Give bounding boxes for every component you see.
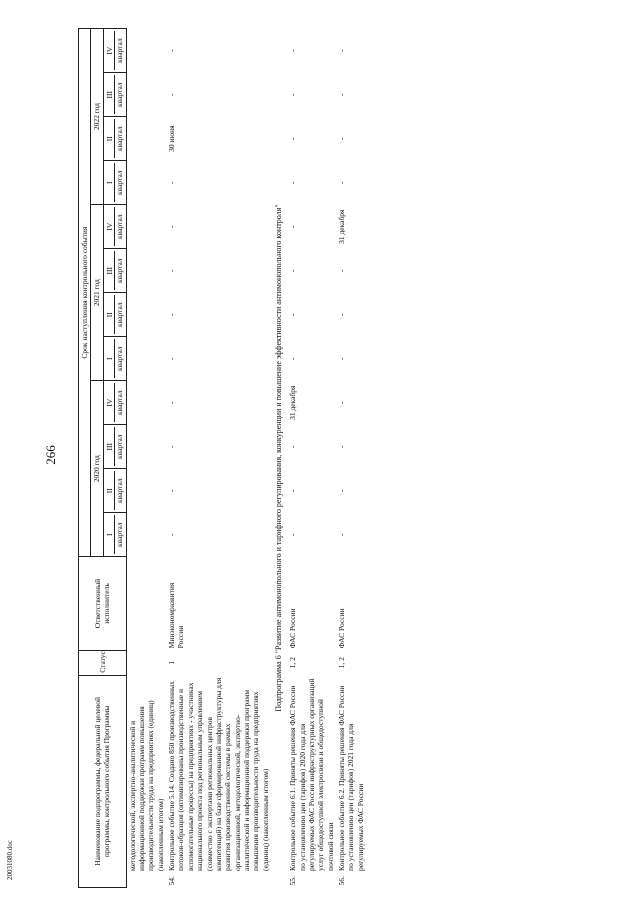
header-quarter [103, 29, 126, 73]
quarter-value: - [288, 445, 298, 448]
quarter-value: - [337, 49, 346, 52]
quarter-value: - [167, 357, 176, 360]
quarter-value: - [167, 489, 176, 492]
quarter-word: квартал [114, 295, 124, 334]
quarter-value [126, 513, 166, 557]
quarter-value: - [288, 533, 298, 536]
quarter-value [126, 29, 166, 73]
quarter-number: IV [104, 222, 114, 231]
quarter-value: - [167, 93, 176, 96]
quarter-value: - [288, 313, 298, 316]
quarter-value: - [167, 313, 176, 316]
quarter-word: квартал [114, 383, 124, 422]
quarter-value: 30 июня [167, 125, 176, 152]
quarter-value [126, 205, 166, 249]
header-quarter [103, 513, 126, 557]
quarter-value: - [337, 357, 346, 360]
quarter-number: III [104, 266, 114, 275]
quarter-number: II [104, 312, 114, 318]
quarter-value: - [337, 445, 346, 448]
header-year-2020: 2020 год [91, 381, 103, 557]
quarter-value: - [167, 49, 176, 52]
event-status: 1, 2 [288, 657, 298, 669]
control-events-table [78, 28, 366, 888]
header-year-2021: 2021 год [91, 205, 103, 381]
header-quarter [103, 205, 126, 249]
quarter-word: квартал [114, 119, 124, 158]
event-executor [126, 557, 166, 651]
quarter-value: - [337, 401, 346, 404]
quarter-value [126, 117, 166, 161]
header-quarter [103, 293, 126, 337]
quarter-value: - [167, 269, 176, 272]
subprogram-row [271, 29, 287, 888]
quarter-number: II [104, 488, 114, 494]
quarter-value: - [288, 93, 298, 96]
quarter-word: квартал [114, 515, 124, 554]
header-period: Срок наступления контрольного события [79, 29, 91, 557]
quarter-word: квартал [114, 207, 124, 246]
quarter-value: - [288, 269, 298, 272]
header-name: Наименование подпрограммы, федеральной целевой программы, контрольного события Программы [79, 675, 127, 887]
quarter-word: квартал [114, 163, 124, 202]
table-row [126, 29, 166, 888]
quarter-value [126, 73, 166, 117]
quarter-value [126, 337, 166, 381]
quarter-value: - [288, 489, 298, 492]
header-quarter [103, 249, 126, 293]
quarter-value [126, 381, 166, 425]
subprogram-title: Подпрограмма 6 "Развитие антимонопольного и тарифного регулирования, конкуренции и повышение эффективности антимонопольного контроля" [274, 204, 284, 712]
rotated-table-container [78, 28, 618, 888]
event-executor: Минэкономразвития России [167, 582, 186, 649]
event-status: 1, 2 [337, 657, 346, 669]
quarter-value [126, 249, 166, 293]
header-status: Статус [79, 650, 127, 675]
quarter-value: - [167, 445, 176, 448]
quarter-value [126, 469, 166, 513]
row-number [126, 873, 166, 888]
quarter-value: - [337, 181, 346, 184]
quarter-value: - [167, 533, 176, 536]
quarter-value: 31 декабря [288, 385, 298, 420]
quarter-value: - [288, 181, 298, 184]
header-year-2022: 2022 год [91, 29, 103, 205]
quarter-word: квартал [114, 339, 124, 378]
header-quarter [103, 117, 126, 161]
quarter-value: - [288, 49, 298, 52]
quarter-number: III [104, 442, 114, 451]
quarter-number: I [104, 533, 114, 536]
event-status [126, 650, 166, 675]
quarter-value: - [337, 269, 346, 272]
header-quarter [103, 73, 126, 117]
quarter-value: 31 декабря [337, 209, 346, 244]
quarter-value: - [337, 489, 346, 492]
quarter-word: квартал [114, 75, 124, 114]
row-number: 54. [167, 876, 176, 886]
quarter-word: квартал [114, 471, 124, 510]
table-row [336, 29, 366, 888]
event-name: Контрольное событие 6.2. Приняты решения ФАС России по установлению цен (тарифов) 2021 года для регулируемых ФАС России [337, 685, 365, 871]
quarter-value: - [337, 137, 346, 140]
event-status: 1 [167, 660, 176, 665]
quarter-number: IV [104, 46, 114, 55]
quarter-word: квартал [114, 251, 124, 290]
quarter-value: - [337, 313, 346, 316]
quarter-word: квартал [114, 427, 124, 466]
quarter-number: II [104, 136, 114, 142]
quarter-value: - [167, 401, 176, 404]
header-quarter [103, 337, 126, 381]
header-quarter [103, 161, 126, 205]
quarter-value: - [167, 181, 176, 184]
quarter-number: IV [104, 398, 114, 407]
table-row [287, 29, 336, 888]
event-name: Контрольное событие 6.1. Приняты решения ФАС России по установлению цен (тарифов) 2020 года для регулируемых ФАС России инфраструктурных организаций услуг общедоступной электросвязи и общедоступной почтовой связи [288, 678, 335, 871]
event-name: Контрольное событие 5.14. Создано 850 производственных потоков-образцов (оптимизированы производственные и вспомогательные процессы) на предприятиях - участниках национального проекта под региональным управлением (совместно с экспертами региональных центров компетенций) на базе сформированной инфраструктуры для развития производственной системы в рамках организационной, методологической, экспертно-аналитической и информационной поддержки программ повышения производительности труда на предприятиях (единиц) (накопленным итогом) [167, 677, 270, 871]
quarter-number: III [104, 90, 114, 99]
quarter-number: I [104, 357, 114, 360]
row-number: 56. [337, 876, 346, 886]
quarter-number: I [104, 181, 114, 184]
page-number: 266 [43, 445, 58, 465]
row-number: 55. [288, 876, 298, 886]
table-body [126, 29, 366, 888]
quarter-value: - [337, 533, 346, 536]
header-quarter [103, 469, 126, 513]
quarter-value: - [288, 225, 298, 228]
header-quarter [103, 425, 126, 469]
quarter-value: - [337, 93, 346, 96]
quarter-value: - [288, 357, 298, 360]
table-row [166, 29, 271, 888]
header-quarter [103, 381, 126, 425]
event-executor: ФАС России [337, 608, 346, 649]
quarter-value [126, 161, 166, 205]
quarter-value: - [288, 137, 298, 140]
table-header [79, 29, 127, 888]
event-executor: ФАС России [288, 608, 298, 649]
quarter-word: квартал [114, 31, 124, 70]
quarter-value [126, 293, 166, 337]
quarter-value [126, 425, 166, 469]
document-filename: 20031080.doc [6, 840, 14, 880]
quarter-value: - [167, 225, 176, 228]
event-name: методологической, экспертно-аналитической и информационной поддержки программ повышения производительности труда на предприятиях (единиц) (накопленным итогом) [127, 700, 165, 871]
header-executor: Ответственный исполнитель [79, 557, 127, 651]
